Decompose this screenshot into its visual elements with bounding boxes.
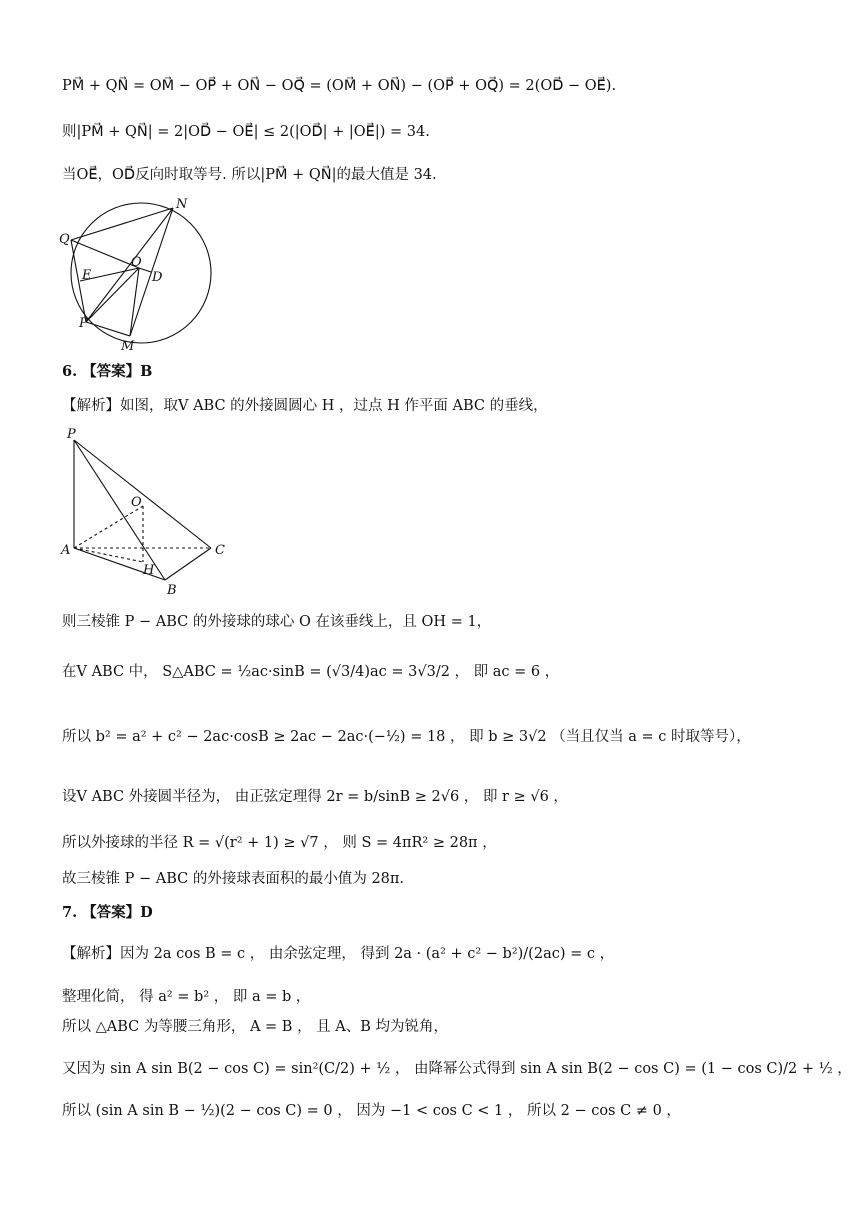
line-6e: 设V ABC 外接圆半径为， 由正弦定理得 2r = b/sinB ≥ 2√6 ， 即 r ≥ √6 ， (62, 789, 568, 805)
label-E: E (82, 268, 92, 283)
label-H: H (143, 563, 155, 578)
label-A: A (61, 543, 71, 558)
label-Q: Q (59, 232, 70, 247)
label-O2: O (131, 495, 142, 510)
label-M: M (121, 339, 135, 354)
line-7a: 【解析】因为 2a cos B = c ， 由余弦定理， 得到 2a · (a² + c² − b²)/(2ac) = c ， (62, 946, 615, 962)
answer-7: 7. 【答案】D (62, 904, 153, 921)
pyramid-figure (55, 422, 235, 598)
line-6f: 所以外接球的半径 R = √(r² + 1) ≥ √7 ， 则 S = 4πR² ≥ 28π ， (62, 835, 497, 851)
label-B: B (167, 583, 177, 598)
line-6b: 则三棱锥 P − ABC 的外接球的球心 O 在该垂线上，且 OH = 1， (62, 614, 492, 630)
label-N: N (176, 197, 188, 212)
line-7d: 又因为 sin A sin B(2 − cos C) = sin²(C/2) + ½ ， 由降幂公式得到 sin A sin B(2 − cos C) = (1 − cos C)/2 + ½ ， (62, 1061, 852, 1077)
line-1: PM⃗ + QN⃗ = OM⃗ − OP⃗ + ON⃗ − OQ⃗ = (OM⃗ + ON⃗) − (OP⃗ + OQ⃗) = 2(OD⃗ − OE⃗). (62, 78, 617, 94)
line-7b: 整理化简， 得 a² = b² ， 即 a = b ， (62, 989, 311, 1005)
line-7c: 所以 △ABC 为等腰三角形， A = B ， 且 A、B 均为锐角， (62, 1019, 449, 1035)
line-2: 则|PM⃗ + QN⃗| = 2|OD⃗ − OE⃗| ≤ 2(|OD⃗| + |OE⃗|) = 34. (62, 124, 430, 140)
line-7e: 所以 (sin A sin B − ½)(2 − cos C) = 0 ， 因为 −1 < cos C < 1 ， 所以 2 − cos C ≠ 0 ， (62, 1103, 681, 1119)
line-3: 当OE⃗，OD⃗反向时取等号. 所以|PM⃗ + QN⃗|的最大值是 34. (62, 167, 437, 183)
label-D: D (152, 270, 163, 285)
line-6d: 所以 b² = a² + c² − 2ac·cosB ≥ 2ac − 2ac·(−½) = 18 ， 即 b ≥ 3√2 （当且仅当 a = c 时取等号）， (62, 729, 751, 745)
label-O: O (131, 255, 142, 270)
label-P2: P (67, 427, 76, 442)
line-6g: 故三棱锥 P − ABC 的外接球表面积的最小值为 28π. (62, 871, 405, 887)
label-P: P (79, 316, 88, 331)
answer-6: 6. 【答案】B (62, 363, 153, 380)
line-6c: 在V ABC 中， S△ABC = ½ac·sinB = (√3/4)ac = 3√3/2 ， 即 ac = 6 ， (62, 664, 560, 680)
label-C: C (215, 543, 225, 558)
circle-figure (55, 196, 220, 354)
line-6a: 【解析】如图，取V ABC 的外接圆圆心 H ，过点 H 作平面 ABC 的垂线， (62, 398, 548, 414)
